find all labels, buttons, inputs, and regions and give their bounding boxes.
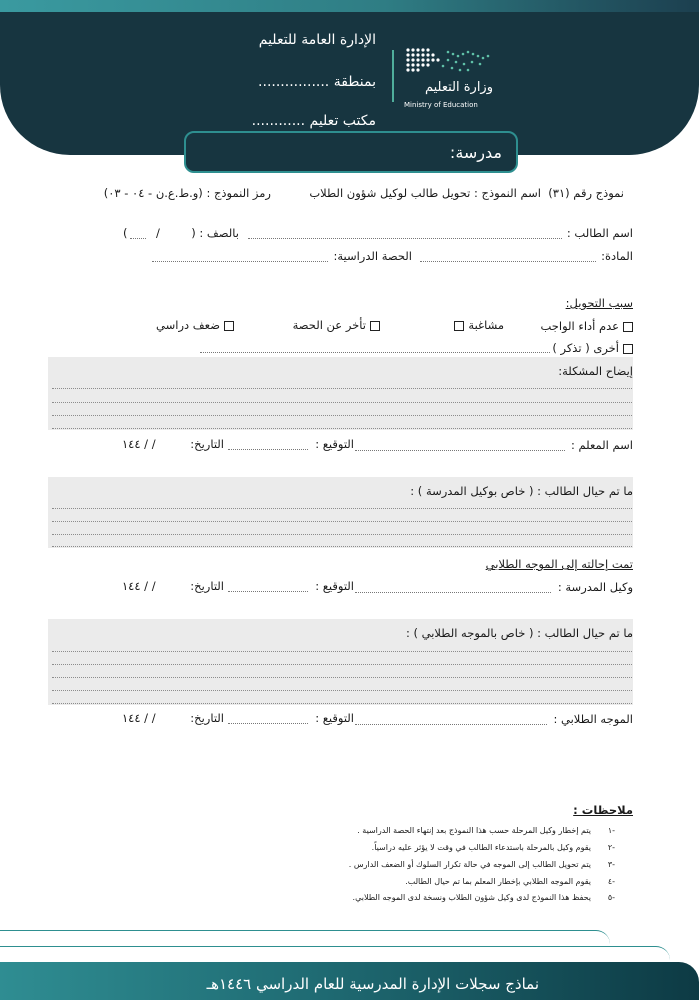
counselor-action-line — [52, 664, 632, 665]
reason-option-label: تأخر عن الحصة — [292, 318, 366, 332]
note-text: يقوم وكيل بالمرحلة باستدعاء الطالب في وقت لا يؤثر عليه دراسياً. — [371, 843, 591, 852]
vice-date-label: التاريخ: — [190, 579, 224, 593]
vice-action-line — [52, 521, 632, 522]
student-name-field[interactable] — [248, 238, 562, 239]
teacher-name-field[interactable] — [355, 450, 565, 451]
directorate-title: الإدارة العامة للتعليم — [258, 32, 376, 48]
checkbox-icon — [454, 321, 464, 331]
office-line: مكتب تعليم ............ — [251, 113, 376, 129]
school-box — [184, 131, 518, 173]
counselor-signature-label: التوقيع : — [315, 711, 354, 725]
school-label: مدرسة: — [449, 143, 502, 162]
counselor-date-label: التاريخ: — [190, 711, 224, 725]
vice-date-value[interactable]: / / ١٤٤ — [122, 579, 156, 593]
teacher-date-value[interactable]: / / ١٤٤ — [122, 437, 156, 451]
reason-option-label: عدم أداء الواجب — [540, 319, 619, 333]
reason-option-weak[interactable] — [156, 318, 234, 332]
problem-line — [52, 402, 632, 403]
counselor-label: الموجه الطلابي : — [553, 712, 633, 726]
counselor-action-line — [52, 690, 632, 691]
form-code: رمز النموذج : (و.ط.ع.ن - ٠٤ - ٠٣) — [103, 186, 271, 200]
subject-label: المادة: — [601, 249, 633, 263]
period-field[interactable] — [152, 261, 328, 262]
vice-signature-field[interactable] — [228, 591, 308, 592]
checkbox-icon — [623, 344, 633, 354]
counselor-action-title: ما تم حيال الطالب : ( خاص بالموجه الطلابي ) : — [405, 626, 633, 640]
vice-action-line — [52, 546, 632, 547]
notes-title: ملاحظات : — [573, 803, 633, 817]
counselor-action-line — [52, 677, 632, 678]
vice-signature-label: التوقيع : — [315, 579, 354, 593]
ministry-name-en: Ministry of Education — [404, 101, 478, 109]
teacher-date-label: التاريخ: — [190, 437, 224, 451]
vice-principal-label: وكيل المدرسة : — [557, 580, 633, 594]
reason-option-misbehavior[interactable] — [454, 318, 504, 332]
class-field[interactable] — [130, 238, 146, 239]
footer-text: نماذج سجلات الإدارة المدرسية للعام الدراسي ١٤٤٦هـ — [206, 975, 539, 993]
teacher-signature-label: التوقيع : — [315, 437, 354, 451]
note-text: يتم إخطار وكيل المرحلة حسب هذا النموذج بعد إنتهاء الحصة الدراسية . — [357, 826, 591, 835]
ministry-name-ar: وزارة التعليم — [424, 80, 493, 95]
student-name-label: اسم الطالب : — [566, 226, 633, 240]
subject-field[interactable] — [420, 261, 596, 262]
problem-box[interactable] — [48, 357, 633, 430]
reason-option-other[interactable] — [552, 341, 633, 355]
teacher-name-label: اسم المعلم : — [570, 438, 633, 452]
counselor-signature-field[interactable] — [228, 723, 308, 724]
form-name: اسم النموذج : تحويل طالب لوكيل شؤون الطلاب — [309, 186, 541, 200]
problem-line — [52, 415, 632, 416]
checkbox-icon — [370, 321, 380, 331]
vice-action-line — [52, 534, 632, 535]
problem-line — [52, 388, 632, 389]
note-text: يحفظ هذا النموذج لدى وكيل شؤون الطلاب ونسخة لدى الموجه الطلابي. — [352, 893, 591, 902]
counselor-date-value[interactable]: / / ١٤٤ — [122, 711, 156, 725]
counselor-field[interactable] — [355, 724, 547, 725]
checkbox-icon — [623, 322, 633, 332]
vice-action-line — [52, 508, 632, 509]
reason-other-field[interactable] — [200, 352, 550, 353]
reason-option-label: ضعف دراسي — [156, 318, 220, 332]
counselor-action-line — [52, 651, 632, 652]
referral-title: تمت إحالته إلى الموجه الطلابي — [485, 557, 633, 571]
checkbox-icon — [224, 321, 234, 331]
vice-action-title: ما تم حيال الطالب : ( خاص بوكيل المدرسة ) : — [410, 484, 633, 498]
note-text: يتم تحويل الطالب إلى الموجه في حالة تكرار السلوك أو الضعف الدارس . — [348, 860, 591, 869]
note-number: -٥ — [607, 893, 615, 902]
teacher-signature-field[interactable] — [228, 449, 308, 450]
note-text: يقوم الموجه الطلابي بإخطار المعلم بما تم حيال الطالب. — [405, 877, 591, 886]
vice-principal-field[interactable] — [355, 592, 551, 593]
logo-divider — [392, 50, 394, 102]
reason-option-label: مشاغبة — [468, 318, 504, 332]
class-label: بالصف : ( — [191, 226, 239, 240]
period-label: الحصة الدراسية: — [333, 249, 412, 263]
counselor-action-line — [52, 703, 632, 704]
problem-line — [52, 428, 632, 429]
region-line: بمنطقة ................ — [258, 74, 376, 90]
form-number: نموذج رقم (٣١) — [548, 186, 624, 200]
note-number: -٤ — [607, 877, 615, 886]
note-number: -٢ — [607, 843, 615, 852]
class-close: ) — [123, 226, 128, 240]
note-number: -٣ — [607, 860, 615, 869]
reason-option-late[interactable] — [293, 318, 380, 332]
problem-title: إيضاح المشكلة: — [558, 364, 633, 378]
reason-option-homework[interactable] — [541, 319, 633, 333]
note-number: -١ — [607, 826, 615, 835]
reason-option-label: أخرى ( تذكر ) — [552, 341, 619, 355]
reason-title: سبب التحويل: — [565, 296, 633, 310]
class-slash: / — [156, 226, 160, 240]
